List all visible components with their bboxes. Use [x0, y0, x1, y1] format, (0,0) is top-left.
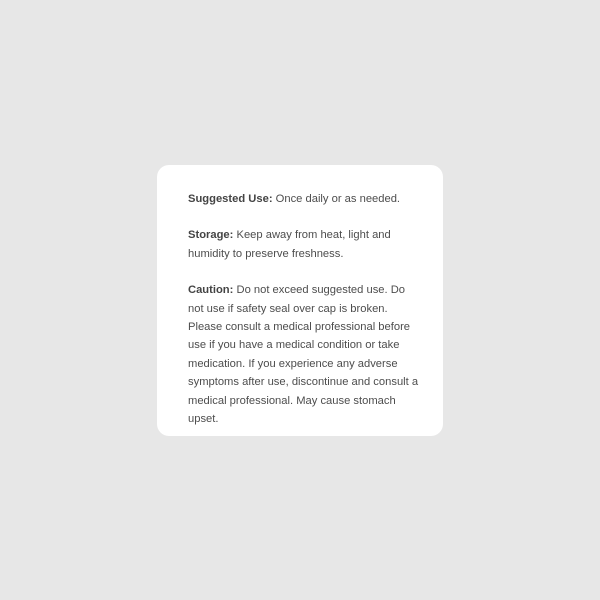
suggested-use-heading: Suggested Use: — [188, 193, 273, 205]
suggested-use-text: Once daily or as needed. — [275, 193, 401, 205]
caution-text: Do not exceed suggested use. Do not use if safety seal over cap is broken. Please consult a medical professional before use if you have a medical condition or take medication. If you experience any adverse symptoms after use, discontinue and consult a medical professional. May cause stomach upset. — [188, 284, 419, 426]
label-card — [157, 165, 443, 436]
caution-section — [188, 281, 419, 428]
storage-section — [188, 226, 419, 263]
storage-text: Keep away from heat, light and humidity to preserve freshness. — [188, 229, 391, 260]
caution-heading: Caution: — [188, 284, 234, 297]
suggested-use-section — [188, 190, 419, 208]
storage-heading: Storage: — [188, 229, 234, 242]
